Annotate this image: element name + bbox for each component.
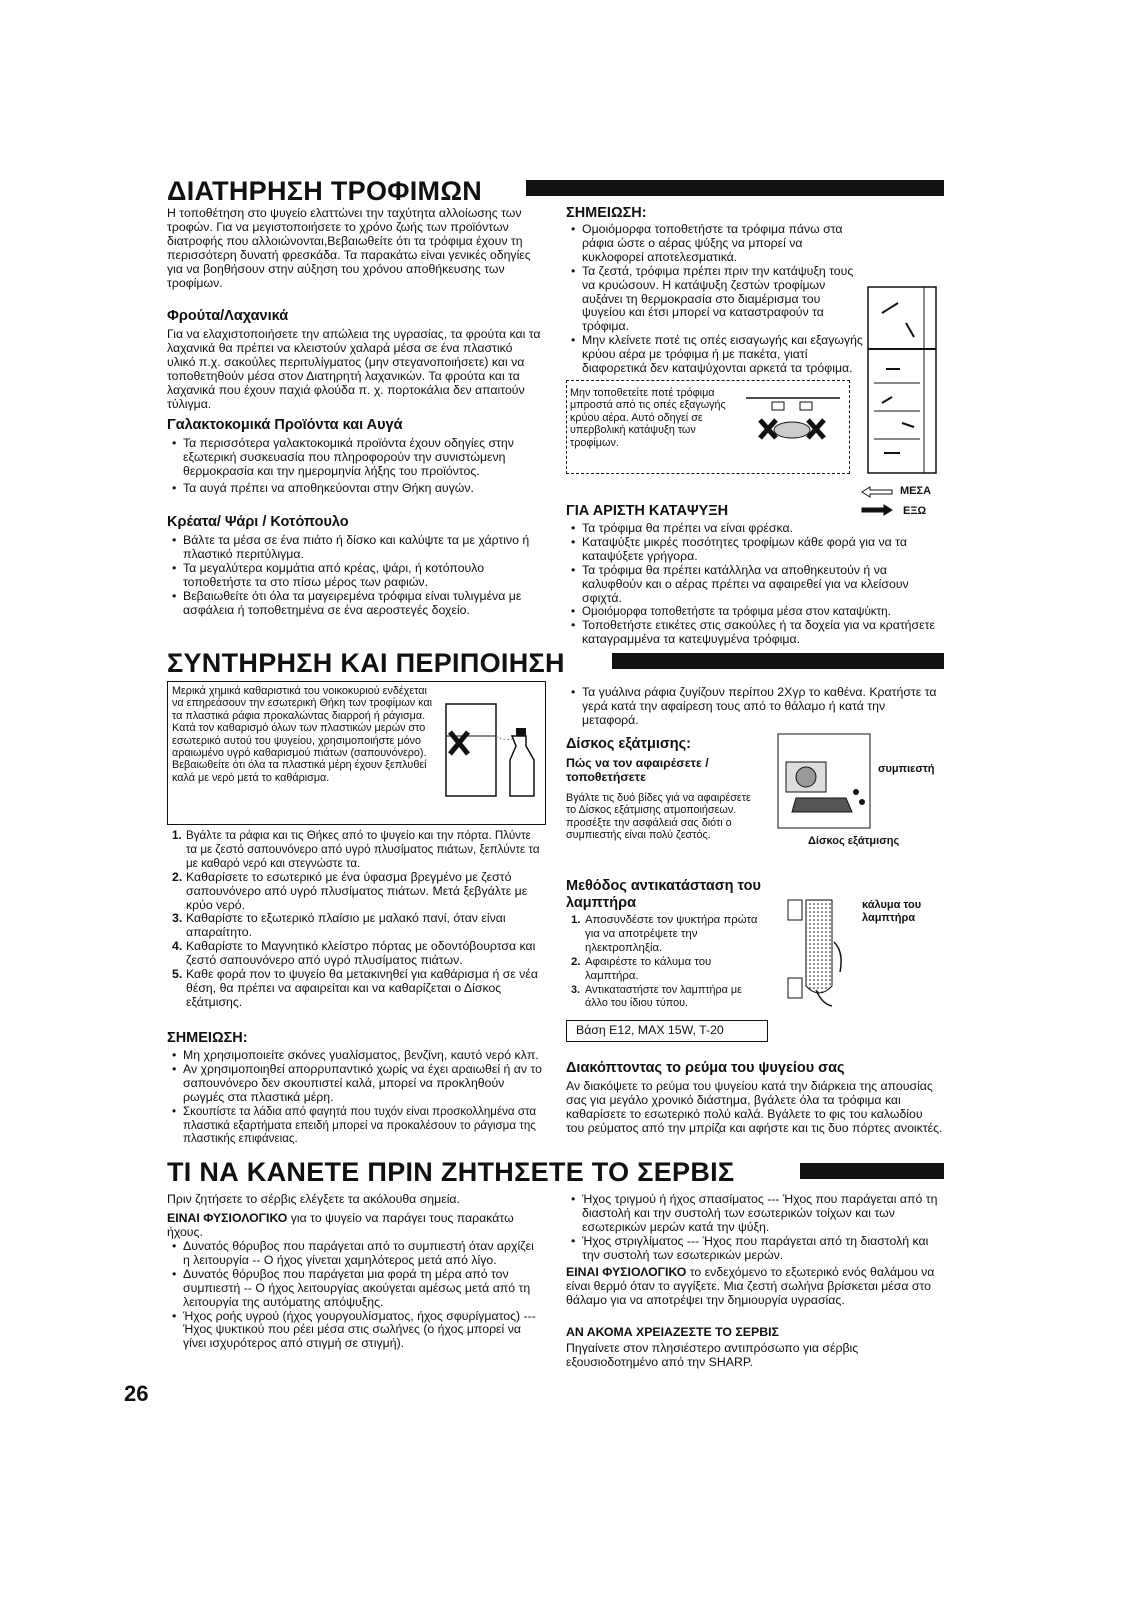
list-item: • Ήχος στριγλίματος --- Ήχος που παράγεται από τη διαστολή και την συστολή των εσωτερικών μερών. [571,1235,943,1263]
list-item [172,871,544,913]
service-heading: ΤΙ ΝΑ ΚΑΝΕΤΕ ΠΡΙΝ ΖΗΤΗΣΕΤΕ ΤΟ ΣΕΡΒΙΣ [167,1157,735,1187]
normal-label: ΕΙΝΑΙ ΦΥΣΙΟΛΟΓΙΚΟ [167,1211,288,1225]
fruit-text: Για να ελαχιστοποιήσετε την απώλεια της υγρασίας, τα φρούτα και τα λαχανικά θα πρέπει να κλειστούν χαλαρά μέσα σε ένα πλαστικό υλικό π.χ. σακούλες περιτυλίγματος (μην στεγανοποιήσετε) και να τοποθετηθούν μέσα στον Διατηρητή λαχανικών. Τα φρούτα και τα λαχανικά που έχουν παχιά φλούδα π. χ. πορτοκάλια δεν απαιτούν τύλιγμα. [167,327,541,411]
vent-warning-caption: Μην τοποθετείτε ποτέ τρόφιμα μπροστά από τις οπές εξαγωγής κρύου αέρα. Αυτό οδηγεί σε υπερβολική κατάψυξη των τροφίμων. [570,387,726,449]
storage-intro: Η τοποθέτηση στο ψυγείο ελαττώνει την ταχύτητα αλλοίωσης των τροφών. Για να μεγιστοποιήσετε το χρόνο ζωής των προϊόντων διατροφής που αλλοιώνονται,Βεβαιωθείτε ότι τα τρόφιμα έχουν τη περισσότερη δυνατή φρεσκάδα. Τα παρακάτω είναι γενικές οδηγίες για να βοηθήσουν στην αύξηση του χρόνου αποθήκευσης των τροφίμων. [167,206,531,290]
list-item: • Δυνατός θόρυβος που παράγεται από το συμπιεστή όταν αρχίζει η λειτουργία -- Ο ήχος γίνεται χαμηλότερος μετά από λίγο. [172,1240,544,1268]
list-item: • Καταψύξτε μικρές ποσότητες τροφίμων κάθε φορά για να τα καταψύξετε γρήγορα. [571,536,943,564]
page-number: 26 [124,1381,149,1406]
list-item [172,940,544,968]
list-item: • Αν χρησιμοποιηθεί απορρυπαντικό χωρίς να έχει αραιωθεί ή αν το σαπουνόνερο δεν σκουπιστεί καλά, μπορεί να προκληθούν ρωγμές στα πλαστικά μέρη. [172,1063,544,1105]
maintenance-note-list [172,1049,544,1146]
still-need-service-text: Πηγαίνετε στον πλησιέστερο αντιπρόσωπο για σέρβις εξουσιοδοτημένο από την SHARP. [566,1341,859,1369]
meat-list [172,534,542,617]
list-item: • Σκουπίστε τα λάδια από φαγητά που τυχόν είναι προσκολλημένα στα πλαστικά εξαρτήματα επειδή μπορεί να προκαλέσουν το ράγισμα της πλαστικής επιφάνειας. [172,1105,544,1147]
step-text: Βγάλτε τα ράφια και τις Θήκες από το ψυγείο και την πόρτα. Πλύντε τα με ζεστό σαπουνόνερο από υγρό πλυσίματος πιάτων, ξεπλύντε τα με καθαρό νερό και στεγνώστε τα. [186,829,540,870]
list-item: • Μη χρησιμοποιείτε σκόνες γυαλίσματος, βενζίνη, καυτό νερό κλπ. [172,1049,544,1063]
step-number: 5. [172,967,183,982]
step-text: Καθαρίστε το εξωτερικό πλαίσιο με μαλακό πανί, όταν είναι απαραίτητο. [186,911,506,940]
list-item [571,914,766,956]
step-text: Καθαρίστε το Μαγνητικό κλείστρο πόρτας με οδοντόβουρτσα και ζεστό σαπουνόνερο από υγρό πλυσίματος πιάτων. [186,939,536,968]
list-item: • Δυνατός θόρυβος που παράγεται μια φορά τη μέρα από τον συμπιεστή -- Ο ήχος λειτουργίας ακούγεται αμέσως μετά από τη λειτουργία της αυτόματης απόψυξης. [172,1268,544,1310]
compressor-label: συμπιεστή [878,763,935,775]
list-item: • Ομοιόμορφα τοποθετήστε τα τρόφιμα πάνω στα ράφια ώστε ο αέρας ψύξης να μπορεί να κυκλοφορεί αποτελεσματικά. [571,223,864,265]
service-sounds-list-left [172,1240,544,1351]
normal-text: το ενδεχόμενο το εξωτερικό ενός θαλάμου να είναι θερμό όταν το αγγίξετε. Μια ζεστή σωλήνα βρίσκεται μέσα στο θάλαμο για να αποτρέψει την δημιουργία υγρασίας. [566,1265,935,1307]
step-number: 3. [172,911,183,926]
step-number: 2. [172,869,183,884]
list-item [172,968,544,1010]
meat-heading: Κρέατα/ Ψάρι / Κοτόπουλο [167,514,349,530]
still-need-service-heading: ΑΝ ΑΚΟΜΑ ΧΡΕΙΑΖΕΣΤΕ ΤΟ ΣΕΡΒΙΣ [566,1325,779,1339]
lamp-heading: Μεθόδος αντικατάσταση του λαμπτήρα [566,878,761,911]
freeze-heading: ΓΙΑ ΑΡΙΣΤΗ ΚΑΤΑΨΥΞΗ [566,503,729,519]
list-item: • Τα ζεστά, τρόφιμα πρέπει πριν την κατάψυξη τους να κρυώσουν. Η κατάψυξη ζεστών τροφίμων αυξάνει τη θερμοκρασία στο διαμέρισμα του ψυγείου και έτσι μπορεί να καταστραφούν τα τρόφιμα. [571,265,864,335]
spray-cleaner-figure [438,696,540,806]
list-item: • Τα μεγαλύτερα κομμάτια από κρέας, ψάρι, ή κοτόπουλο τοποθετήστε τα στο πίσω μέρος των ραφιών. [172,562,542,590]
step-text: Αποσυνδέστε τον ψυκτήρα πρώτα για να αποτρέψετε την ηλεκτροπληξία. [585,914,758,954]
lamp-spec-text: Βάση E12, MAX 15W, T-20 [576,1023,724,1037]
step-number: 3. [571,983,581,996]
cleaning-warning-text: Μερικά χημικά καθαριστικά του νοικοκυριού ενδέχεται να επηρεάσουν την εσωτερική Θήκη των τροφίμων και τα πλαστικά ράφια προκαλώντας διαρροή ή ράγισμα. Κατά τον καθαρισμό όλων των πλαστικών μερών στο εσωτερικό αυτού του ψυγείου, χρησιμοποιήστε μόνο αραιωμένο υγρό καθαρισμού πιάτων (σαπουνόνερο). Βεβαιωθείτε ότι όλα τα πλαστικά μέρη έχουν ξεπλυθεί καλά με νερό μετά το καθάρισμα. [172,685,433,784]
service-sounds-list-right [571,1193,943,1263]
step-number: 4. [172,939,183,954]
evap-tray-text: Βγάλτε τις δυό βίδες γιά να αφαιρέσετε το Δίσκος εξάτμισης ατμοποιήσεων. προσέξτε την ασφάλειά σας διότι ο συμπιεστής είναι πολύ ζεστός. [566,792,751,842]
step-number: 1. [571,914,581,926]
list-item [172,912,544,940]
freeze-list [571,522,943,647]
fridge-airflow-figure [862,283,944,479]
step-number: 2. [571,955,581,968]
step-number: 1. [172,829,182,842]
dairy-list [172,437,542,496]
service-warm-surface [566,1266,944,1308]
service-heading-bar [800,1163,944,1179]
evap-tray-subheading: Πώς να τον αφαιρέσετε / τοποθετήσετε [566,756,709,784]
step-text: Καθαρίσετε το εσωτερικό με ένα ύφασμα βρεγμένο με ζεστό σαπουνόνερο από υγρό πλυσίματος πιάτων. Μετά ξεβγάλτε με κρύο νερό. [186,869,528,912]
storage-heading-bar [526,180,944,196]
fruit-heading: Φρούτα/Λαχανικά [167,308,289,324]
arrow-in-icon [860,486,894,498]
step-text: Καθε φορά πον το ψυγείο θα μετακινηθεί για καθάρισμα ή σε νέα θέση, θα πρέπει να αφαιρείται και να καθαρίζεται ο Δίσκος εξάτμισης. [186,967,538,1009]
service-intro: Πριν ζητήσετε το σέρβις ελέγξετε τα ακόλουθα σημεία. [167,1192,460,1206]
evap-tray-label: Δίσκος εξάτμισης [808,835,900,847]
list-item [571,956,766,984]
list-item: • Τα τρόφιμα θα πρέπει κατάλληλα να αποθηκευτούν ή να καλυφθούν και ο αέρας πρέπει να αφαιρεθεί για να κλείσουν σφιχτά. [571,564,943,606]
storage-note-heading: ΣΗΜΕΙΩΣΗ: [566,205,647,221]
list-item: • Τα τρόφιμα θα πρέπει να είναι φρέσκα. [571,522,943,536]
list-item: • Βάλτε τα μέσα σε ένα πιάτο ή δίσκο και καλύψτε τα με χάρτινο ή πλαστικό περιτύλιγμα. [172,534,542,562]
maintenance-heading-bar [612,653,944,669]
normal-label: ΕΙΝΑΙ ΦΥΣΙΟΛΟΓΙΚΟ [566,1265,687,1279]
list-item: • Τα γυάλινα ράφια ζυγίζουν περίπου 2Χγρ το καθένα. Κρατήστε τα γερά κατά την αφαίρεση τους από το θάλαμο ή κατά την μεταφορά. [571,686,943,728]
arrow-out-icon [860,504,894,516]
list-item: • Μην κλείνετε ποτέ τις οπές εισαγωγής και εξαγωγής κρύου αέρα με τρόφιμα ή με πακέτα, γιατί διαφορετικά δεν καταψύχονται αρκετά τα τρόφιμα. [571,334,864,376]
maintenance-heading: ΣΥΝΤΗΡΗΣΗ ΚΑΙ ΠΕΡΙΠΟΙΗΣΗ [167,648,565,678]
list-item: • Βεβαιωθείτε ότι όλα τα μαγειρεμένα τρόφιμα είναι τυλιγμένα με ασφάλεια ή τοποθετημένα σε ένα αεροστεγές δοχείο. [172,590,542,618]
list-item: • Τα περισσότερα γαλακτοκομικά προϊόντα έχουν οδηγίες στην εξωτερική συσκευασία που πληροφορούν την συνιστώμενη θερμοκρασία και την ημερομηνία λήξης του προϊόντος. [172,437,542,479]
dairy-heading: Γαλακτοκομικά Προϊόντα και Αυγά [167,417,403,433]
lamp-cover-figure [776,894,862,1014]
maintenance-note-heading: ΣΗΜΕΙΩΣΗ: [167,1030,248,1046]
legend-out-label: ΕΞΩ [903,505,927,517]
glass-shelf-note [571,686,943,728]
list-item: • Ήχος τριγμού ή ήχος σπασίματος --- Ήχος που παράγεται από τη διαστολή και την συστολή των εσωτερικών τοίχων και των εσωτερικών μερών κατά την ψύξη. [571,1193,943,1235]
list-item: • Ομοιόμορφα τοποθετήστε τα τρόφιμα μέσα στον καταψύκτη. [571,605,943,619]
vent-blocked-figure [742,390,844,454]
step-text: Αφαιρέστε το κάλυμα του λαμπτήρα. [585,955,712,982]
list-item: • Ήχος ροής υγρού (ήχος γουργουλίσματος, ήχος σφυρίγματος) --- Ήχος ψυκτικού που ρέει μέσα στις σωλήνες (ο ήχος μπορεί να γίνει ισχυρότερος από στιγμή σε στιγμή). [172,1310,544,1352]
evap-tray-heading: Δίσκος εξάτμισης: [566,736,691,752]
power-off-heading: Διακόπτοντας το ρεύμα του ψυγείου σας [566,1060,845,1076]
service-normal-sounds [167,1212,543,1240]
legend-in-label: ΜΕΣΑ [900,485,932,497]
list-item [571,984,766,1012]
list-item: • Τοποθετήστε ετικέτες στις σακούλες ή τα δοχεία για να κρατήσετε καταγραμμένα τα κατεψυγμένα τρόφιμα. [571,619,943,647]
evap-tray-figure [776,732,872,832]
lamp-cover-label: κάλυμα του λαμπτήρα [862,899,922,924]
normal-text: για το ψυγείο να παράγει τους παρακάτω ήχους. [167,1211,514,1239]
lamp-steps [571,914,766,1011]
storage-heading: ΔΙΑΤΗΡΗΣΗ ΤΡΟΦΙΜΩΝ [167,176,483,206]
list-item: • Τα αυγά πρέπει να αποθηκεύονται στην Θήκη αυγών. [172,482,542,496]
step-text: Αντικαταστήστε τον λαμπτήρα με άλλο του ίδιου τύπου. [585,983,742,1010]
storage-note-list [571,223,864,376]
list-item [172,829,544,871]
cleaning-steps [172,829,544,1010]
power-off-text: Αν διακόψετε το ρεύμα του ψυγείου κατά την διάρκεια της απουσίας σας για μεγάλο χρονικό διάστημα, βγάλετε όλα τα τρόφιμα και καθαρίσετε το εσωτερικό πολύ καλά. Βγάλετε το φις του καλωδίου του ρεύματος από την μπρίζα και αφήστε και τις δυο πόρτες ανοικτές. [566,1079,943,1135]
